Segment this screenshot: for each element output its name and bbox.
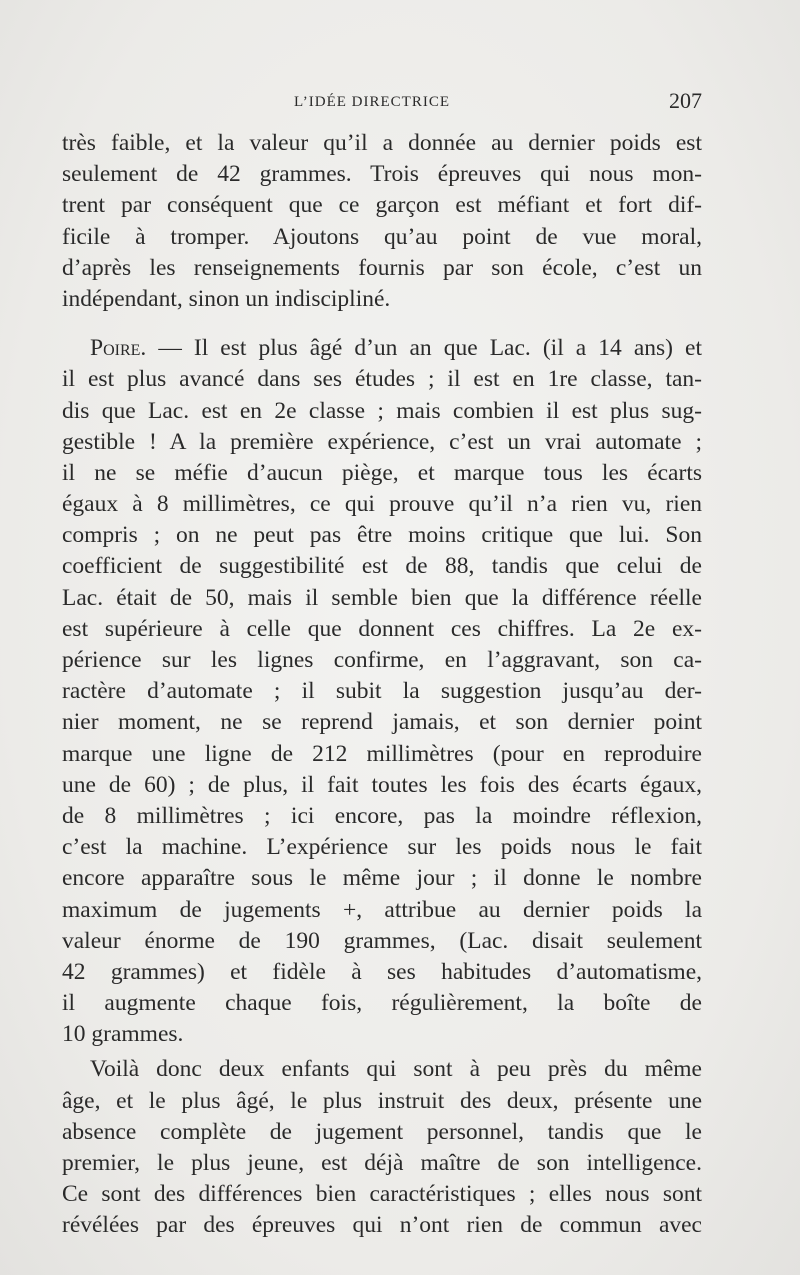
- body-text: [62, 128, 702, 1242]
- text-line: seulement de 42 grammes. Trois épreuves qui nous mon-: [62, 161, 702, 188]
- text-line: âge, et le plus âgé, le plus instruit des deux, présente une: [62, 1087, 702, 1114]
- text-line: d’après les renseignements fournis par son école, c’est un: [62, 254, 702, 281]
- text-line: encore apparaître sous le même jour ; il donne le nombre: [62, 865, 702, 892]
- text-line: Ce sont des différences bien caractéristiques ; elles nous sont: [62, 1181, 702, 1208]
- text-line: il ne se méfie d’aucun piège, et marque tous les écarts: [62, 459, 702, 486]
- text-line: marque une ligne de 212 millimètres (pour en reproduire: [62, 740, 702, 767]
- text-line: premier, le plus jeune, est déjà maître de son intelligence.: [62, 1150, 702, 1176]
- text-line: il est plus avancé dans ses études ; il est en 1re classe, tan-: [62, 366, 702, 393]
- running-header: [62, 88, 702, 118]
- text-line-rest: — Il est plus âgé d’un an que Lac. (il a 14 ans) et: [146, 335, 702, 362]
- paragraph-3: [62, 1054, 702, 1241]
- text-line: indépendant, sinon un indiscipliné.: [62, 285, 391, 312]
- text-line: 42 grammes) et fidèle à ses habitudes d’automatisme,: [62, 958, 702, 985]
- text-line: très faible, et la valeur qu’il a donnée au dernier poids est: [62, 130, 702, 156]
- lead-name: Poire.: [90, 335, 147, 362]
- text-line: 10 grammes.: [62, 1021, 184, 1048]
- text-line: valeur énorme de 190 grammes, (Lac. disait seulement: [62, 927, 702, 954]
- text-line: maximum de jugements +, attribue au dernier poids la: [62, 896, 702, 923]
- text-line: gestible ! A la première expérience, c’est un vrai automate ;: [62, 428, 702, 455]
- text-line: [62, 333, 702, 364]
- text-line: Lac. était de 50, mais il semble bien que la différence réelle: [62, 584, 702, 611]
- text-line: ractère d’automate ; il subit la suggestion jusqu’au der-: [62, 678, 702, 705]
- text-line: trent par conséquent que ce garçon est méfiant et fort dif-: [62, 192, 702, 219]
- text-line: Voilà donc deux enfants qui sont à peu près du même: [90, 1056, 702, 1083]
- text-line: absence complète de jugement personnel, tandis que le: [62, 1118, 702, 1145]
- text-line: égaux à 8 millimètres, ce qui prouve qu’il n’a rien vu, rien: [62, 491, 702, 518]
- text-line: est supérieure à celle que donnent ces chiffres. La 2e ex-: [62, 615, 702, 642]
- paragraph-gap: [62, 315, 702, 333]
- paragraph-2: [62, 333, 702, 1050]
- text-line: révélées par des épreuves qui n’ont rien de commun avec: [62, 1212, 702, 1239]
- text-line: ficile à tromper. Ajoutons qu’au point de vue moral,: [62, 223, 702, 250]
- text-line: coefficient de suggestibilité est de 88, tandis que celui de: [62, 553, 702, 580]
- text-line: dis que Lac. est en 2e classe ; mais combien il est plus sug-: [62, 397, 702, 424]
- text-line: nier moment, ne se reprend jamais, et son dernier point: [62, 709, 702, 736]
- running-title: L’IDÉE DIRECTRICE: [293, 94, 450, 110]
- text-line: périence sur les lignes confirme, en l’aggravant, son ca-: [62, 647, 702, 673]
- text-line: une de 60) ; de plus, il fait toutes les fois des écarts égaux,: [62, 771, 702, 798]
- text-line: c’est la machine. L’expérience sur les poids nous le fait: [62, 834, 702, 861]
- text-line: compris ; on ne peut pas être moins critique que lui. Son: [62, 522, 702, 549]
- paragraph-1: [62, 128, 702, 315]
- page-number: 207: [669, 88, 702, 113]
- text-line: de 8 millimètres ; ici encore, pas la moindre réflexion,: [62, 802, 702, 829]
- text-line: il augmente chaque fois, régulièrement, la boîte de: [62, 990, 702, 1017]
